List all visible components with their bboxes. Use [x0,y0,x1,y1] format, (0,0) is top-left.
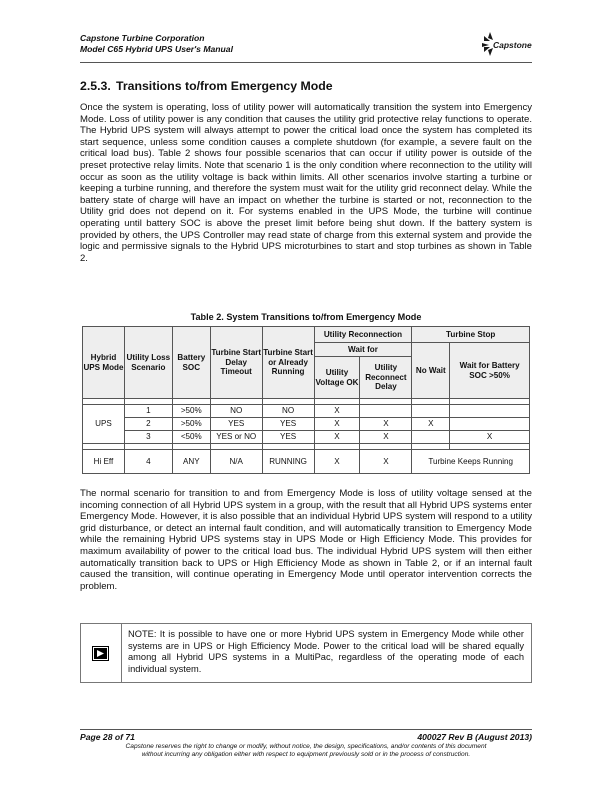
col-header-no-wait: No Wait [412,343,450,399]
header-divider [80,62,532,63]
table-cell [450,405,530,418]
table-caption: Table 2. System Transitions to/from Emergency Mode [190,312,422,322]
note-box [80,623,532,683]
section-heading [80,79,333,93]
table-cell: 4 [124,450,172,474]
note-text: NOTE: It is possible to have one or more Hybrid UPS system in Emergency Mode while other systems are in UPS or High Efficiency Mode. Power to the critical load will be shared equally among all Hybrid UPS systems in a MultiPac, regardless of the operating mode of each individual system. [128,629,524,674]
table-cell: N/A [210,450,262,474]
section-title: Transitions to/from Emergency Mode [116,79,333,93]
table-cell: X [360,418,412,431]
table-cell [412,431,450,444]
table-cell: X [360,431,412,444]
table-cell: NO [210,405,262,418]
subgroup-header-wait-for: Wait for [314,343,412,357]
table-cell: 1 [124,405,172,418]
table-cell: 2 [124,418,172,431]
group-header-utility-reconnection: Utility Reconnection [314,327,412,343]
table-cell: <50% [172,431,210,444]
table-row [83,431,530,444]
disclaimer-line-2: without incurring any obligation either with respect to equipment previously sold or in the process of construction. [141,751,471,759]
table-cell: YES [210,418,262,431]
col-header-start-delay: Turbine Start Delay Timeout [210,327,262,399]
table-cell: X [314,450,360,474]
footer-divider [80,729,532,730]
table-cell: RUNNING [262,450,314,474]
section-number: 2.5.3. [80,79,111,93]
page-number: Page 28 of 71 [80,732,135,742]
cell-mode-hieff: Hi Eff [83,450,125,474]
table-cell: NO [262,405,314,418]
cell-mode-ups: UPS [83,405,125,444]
table-row [83,418,530,431]
table-cell: X [314,405,360,418]
disclaimer-line-1: Capstone reserves the right to change or modify, without notice, the design, specifications, and/or contents of this document [125,743,487,750]
note-icon-cell [81,624,122,682]
table-row [83,405,530,418]
table-cell: YES or NO [210,431,262,444]
table-row [83,450,530,474]
col-header-reconnect-delay: Utility Reconnect Delay [360,357,412,399]
table-cell [360,405,412,418]
col-header-scenario: Utility Loss Scenario [124,327,172,399]
col-header-wait-battery: Wait for Battery SOC >50% [450,343,530,399]
document-revision: 400027 Rev B (August 2013) [417,732,532,742]
table-cell: 3 [124,431,172,444]
group-header-turbine-stop: Turbine Stop [412,327,530,343]
logo-wordmark: Capstone [493,40,532,50]
col-header-start-running: Turbine Start or Already Running [262,327,314,399]
col-header-voltage-ok: Utility Voltage OK [314,357,360,399]
body-paragraph: The normal scenario for transition to and from Emergency Mode is loss of utility voltage sensed at the incoming connection of all Hybrid UPS system in a group, with the result that all Hybrid UPS systems enter Emergency Mode. However, it is also possible that an individual Hybrid UPS system will respond to a utility grid disturbance, or detect an internal fault condition, and will automatically transition to Emergency Mode while the remaining Hybrid UPS systems stay in UPS Mode or High Efficiency Mode. This provides for maximum availability of power to the critical load bus. The individual Hybrid UPS system will then either automatically transition back to UPS or High Efficiency Mode as shown in Table 2, or if an internal fault caused the transition, will continue operating in Emergency Mode until operator intervention corrects the problem. [80,488,532,592]
table-cell: ANY [172,450,210,474]
table-cell: YES [262,418,314,431]
footer-disclaimer [80,743,532,760]
table-cell-turbine-keeps-running: Turbine Keeps Running [412,450,530,474]
header-manual-title: Model C65 Hybrid UPS User's Manual [80,44,233,54]
pointer-arrow-icon [92,646,109,661]
col-header-soc: Battery SOC [172,327,210,399]
table-cell: X [412,418,450,431]
capstone-logo [478,30,532,58]
transitions-table [82,326,530,474]
table-cell: X [450,431,530,444]
table-cell: YES [262,431,314,444]
running-header [80,33,233,55]
table-cell: >50% [172,405,210,418]
table-cell [450,418,530,431]
col-header-mode: Hybrid UPS Mode [83,327,125,399]
table-cell: >50% [172,418,210,431]
table-cell: X [314,418,360,431]
header-company: Capstone Turbine Corporation [80,33,205,43]
table-cell: X [314,431,360,444]
intro-paragraph: Once the system is operating, loss of utility power will automatically transition the system into Emergency Mode. Loss of utility power is any condition that causes the utility grid protective relay functions to operate. The Hybrid UPS system will always attempt to power the critical load once the system has completed its start sequence, unless some condition causes a complete shutdown (for example, a severe fault on the critical load bus). Table 2 shows four possible scenarios that can occur if utility power is outside of the preset protective relay limits. Note that scenario 1 is the only condition where reconnection to the utility will occur as soon as the utility voltage is back within limits. All other scenarios involve starting a turbine or keeping a turbine running, and therefore the system must wait for the utility grid reconnect delay. While the battery state of charge will have an impact on whether the turbine is started or not, reconnection to the Utility grid does not depend on it. For systems enabled in the UPS Mode, the turbine will continue operating until battery SOC is above the preset limit before being shut down. If the battery system is provided by others, the UPS Controller may read state of charge from this external system and provide the logic and permissive signals to the Hybrid UPS microturbines to start and stop turbines as shown in Table 2. [80,102,532,264]
table-cell [412,405,450,418]
table-cell: X [360,450,412,474]
